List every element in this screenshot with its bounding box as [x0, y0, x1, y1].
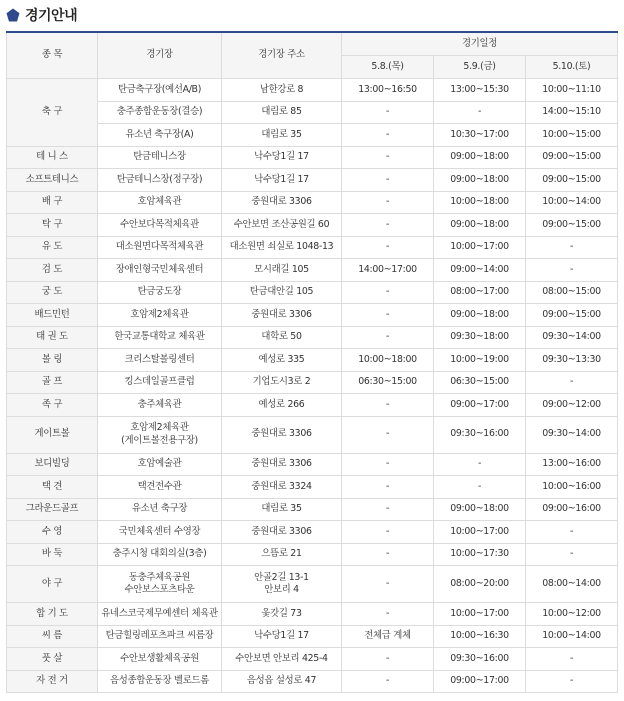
date-cell: -	[342, 453, 434, 476]
sport-cell: 골 프	[7, 371, 98, 394]
venue-cell: 탄금힐링레포츠파크 씨름장	[98, 625, 222, 648]
date-cell: 09:00~18:00	[434, 146, 526, 169]
sport-cell: 배드민턴	[7, 304, 98, 327]
date-cell: -	[342, 566, 434, 603]
date-cell: -	[342, 521, 434, 544]
sport-cell: 택 견	[7, 476, 98, 499]
address-cell: 중원대로 3324	[222, 476, 342, 499]
sport-cell: 궁 도	[7, 281, 98, 304]
date-cell: 10:00~16:00	[526, 476, 618, 499]
venue-cell: 수안보다목적체육관	[98, 214, 222, 237]
date-cell: 10:00~17:00	[434, 236, 526, 259]
date-cell: 13:00~15:30	[434, 79, 526, 102]
sport-cell: 수 영	[7, 521, 98, 544]
sport-cell: 그라운드골프	[7, 498, 98, 521]
date-cell: 08:00~14:00	[526, 566, 618, 603]
venue-cell	[98, 416, 222, 453]
date-cell: 10:00~19:00	[434, 349, 526, 372]
date-cell: -	[342, 543, 434, 566]
venue-cell: 탄금테니스장(정구장)	[98, 169, 222, 192]
table-row	[7, 476, 618, 499]
date-cell: -	[342, 304, 434, 327]
date-cell: -	[342, 326, 434, 349]
date-cell: 09:30~14:00	[526, 416, 618, 453]
sport-cell: 게이트볼	[7, 416, 98, 453]
header-date: 5.9.(금)	[434, 56, 526, 79]
date-cell: -	[434, 476, 526, 499]
table-row	[7, 169, 618, 192]
date-cell: -	[342, 281, 434, 304]
date-cell: 09:00~15:00	[526, 304, 618, 327]
date-cell: -	[342, 498, 434, 521]
date-cell: -	[434, 101, 526, 124]
date-cell: 09:00~14:00	[434, 259, 526, 282]
address-cell-line: 안골2길 13-1	[254, 571, 309, 583]
date-cell: 08:00~15:00	[526, 281, 618, 304]
address-cell: 대소원면 쇠실로 1048-13	[222, 236, 342, 259]
address-cell: 중원대로 3306	[222, 304, 342, 327]
venue-cell: 택견전수관	[98, 476, 222, 499]
venue-cell: 크리스탈볼링센터	[98, 349, 222, 372]
header-sport: 종 목	[7, 32, 98, 79]
venue-cell: 킹스데일골프클럽	[98, 371, 222, 394]
table-row	[7, 236, 618, 259]
date-cell: -	[434, 453, 526, 476]
date-cell: 08:00~20:00	[434, 566, 526, 603]
date-cell: 13:00~16:00	[526, 453, 618, 476]
sport-cell: 태 권 도	[7, 326, 98, 349]
date-cell: 08:00~17:00	[434, 281, 526, 304]
date-cell: -	[526, 371, 618, 394]
date-cell: 06:30~15:00	[342, 371, 434, 394]
table-row	[7, 326, 618, 349]
date-cell: -	[526, 236, 618, 259]
table-row	[7, 648, 618, 671]
header-date: 5.8.(목)	[342, 56, 434, 79]
table-row	[7, 146, 618, 169]
venue-cell: 유소년 축구장(A)	[98, 124, 222, 147]
date-cell: -	[342, 191, 434, 214]
date-cell: 09:30~16:00	[434, 416, 526, 453]
date-cell: 09:00~12:00	[526, 394, 618, 417]
sport-cell: 유 도	[7, 236, 98, 259]
address-cell: 대림로 35	[222, 498, 342, 521]
date-cell: 10:00~14:00	[526, 625, 618, 648]
date-cell: 09:30~13:30	[526, 349, 618, 372]
sport-cell: 볼 링	[7, 349, 98, 372]
sport-cell: 검 도	[7, 259, 98, 282]
sport-cell: 보디빌딩	[7, 453, 98, 476]
date-cell: 10:00~18:00	[342, 349, 434, 372]
date-cell: 13:00~16:50	[342, 79, 434, 102]
venue-cell	[98, 566, 222, 603]
date-cell: 14:00~17:00	[342, 259, 434, 282]
venue-cell: 한국교통대학교 체육관	[98, 326, 222, 349]
date-cell: -	[526, 543, 618, 566]
date-cell: 09:00~17:00	[434, 394, 526, 417]
table-row	[7, 259, 618, 282]
table-row	[7, 371, 618, 394]
address-cell: 중원대로 3306	[222, 521, 342, 544]
date-cell: 09:00~18:00	[434, 214, 526, 237]
address-cell: 낙수당1길 17	[222, 169, 342, 192]
sport-cell: 테 니 스	[7, 146, 98, 169]
venue-cell: 탄금테니스장	[98, 146, 222, 169]
date-cell: -	[342, 394, 434, 417]
address-cell: 대학로 50	[222, 326, 342, 349]
address-cell: 남한강로 8	[222, 79, 342, 102]
date-cell: 09:00~17:00	[434, 670, 526, 693]
table-row	[7, 498, 618, 521]
date-cell: 10:00~18:00	[434, 191, 526, 214]
header-venue: 경기장	[98, 32, 222, 79]
venue-cell: 호암체육관	[98, 191, 222, 214]
table-row	[7, 101, 618, 124]
date-cell: 전체급 계체	[342, 625, 434, 648]
address-cell: 대림로 35	[222, 124, 342, 147]
venue-cell: 호암예술관	[98, 453, 222, 476]
venue-cell: 충주시청 대회의실(3층)	[98, 543, 222, 566]
date-cell: 10:30~17:00	[434, 124, 526, 147]
date-cell: -	[342, 476, 434, 499]
header-date: 5.10.(토)	[526, 56, 618, 79]
date-cell: -	[342, 101, 434, 124]
sport-cell: 합 기 도	[7, 603, 98, 626]
date-cell: 10:00~17:00	[434, 521, 526, 544]
date-cell: 06:30~15:00	[434, 371, 526, 394]
date-cell: 09:30~18:00	[434, 326, 526, 349]
address-cell: 음성읍 설성로 47	[222, 670, 342, 693]
address-cell	[222, 566, 342, 603]
date-cell: 09:00~16:00	[526, 498, 618, 521]
address-cell: 수안보면 조산공원길 60	[222, 214, 342, 237]
schedule-table	[6, 31, 618, 693]
venue-cell-line: 동충주체육공원	[128, 571, 191, 583]
venue-cell: 유소년 축구장	[98, 498, 222, 521]
date-cell: 10:00~15:00	[526, 124, 618, 147]
date-cell: -	[342, 603, 434, 626]
date-cell: -	[342, 670, 434, 693]
date-cell: -	[526, 521, 618, 544]
pentagon-icon	[6, 8, 20, 22]
venue-cell-line: 호암제2체육관	[130, 422, 189, 433]
venue-cell: 탄금축구장(예선A/B)	[98, 79, 222, 102]
header-address: 경기장 주소	[222, 32, 342, 79]
venue-cell: 탄금궁도장	[98, 281, 222, 304]
venue-cell: 수안보생활체육공원	[98, 648, 222, 671]
sport-cell: 자 전 거	[7, 670, 98, 693]
page-title: 경기안내	[25, 8, 78, 24]
address-cell: 수안보면 안보리 425-4	[222, 648, 342, 671]
date-cell: 09:00~15:00	[526, 146, 618, 169]
date-cell: -	[342, 416, 434, 453]
address-cell: 예성로 335	[222, 349, 342, 372]
date-cell: -	[526, 648, 618, 671]
venue-cell: 음성종합운동장 벨로드롬	[98, 670, 222, 693]
table-row	[7, 603, 618, 626]
address-cell: 옻갓길 73	[222, 603, 342, 626]
date-cell: 09:00~18:00	[434, 498, 526, 521]
venue-cell: 호암제2체육관	[98, 304, 222, 327]
date-cell: -	[526, 670, 618, 693]
date-cell: -	[342, 214, 434, 237]
sport-cell: 씨 름	[7, 625, 98, 648]
date-cell: -	[342, 169, 434, 192]
date-cell: 09:00~18:00	[434, 304, 526, 327]
sport-cell: 풋 살	[7, 648, 98, 671]
venue-cell: 유네스코국제무예센터 체육관	[98, 603, 222, 626]
date-cell: 10:00~17:00	[434, 603, 526, 626]
table-row	[7, 191, 618, 214]
address-cell: 중원대로 3306	[222, 453, 342, 476]
date-cell: 14:00~15:10	[526, 101, 618, 124]
venue-cell: 장애인형국민체육센터	[98, 259, 222, 282]
venue-cell: 충주체육관	[98, 394, 222, 417]
date-cell: 10:00~14:00	[526, 191, 618, 214]
date-cell: -	[342, 146, 434, 169]
address-cell: 으뜸로 21	[222, 543, 342, 566]
date-cell: 10:00~12:00	[526, 603, 618, 626]
sport-cell: 족 구	[7, 394, 98, 417]
address-cell: 대림로 85	[222, 101, 342, 124]
address-cell: 중원대로 3306	[222, 191, 342, 214]
venue-cell: 국민체육센터 수영장	[98, 521, 222, 544]
address-cell: 모시래길 105	[222, 259, 342, 282]
date-cell: 09:30~14:00	[526, 326, 618, 349]
table-row	[7, 625, 618, 648]
table-row	[7, 416, 618, 453]
page-header	[6, 4, 77, 26]
address-cell: 기업도시3로 2	[222, 371, 342, 394]
sport-cell: 소프트테니스	[7, 169, 98, 192]
date-cell: 10:00~16:30	[434, 625, 526, 648]
table-row	[7, 521, 618, 544]
venue-cell: 충주종합운동장(결승)	[98, 101, 222, 124]
date-cell: 09:30~16:00	[434, 648, 526, 671]
address-cell: 예성로 266	[222, 394, 342, 417]
sport-cell: 바 둑	[7, 543, 98, 566]
venue-cell: 대소원면다목적체육관	[98, 236, 222, 259]
table-row	[7, 349, 618, 372]
date-cell: 10:00~11:10	[526, 79, 618, 102]
address-cell-line: 안보리 4	[264, 584, 299, 595]
date-cell: 09:00~15:00	[526, 169, 618, 192]
table-row	[7, 214, 618, 237]
table-row	[7, 543, 618, 566]
sport-cell: 배 구	[7, 191, 98, 214]
sport-cell: 야 구	[7, 566, 98, 603]
table-row	[7, 670, 618, 693]
date-cell: -	[526, 259, 618, 282]
date-cell: 09:00~15:00	[526, 214, 618, 237]
table-row	[7, 124, 618, 147]
date-cell: -	[342, 648, 434, 671]
date-cell: 09:00~18:00	[434, 169, 526, 192]
table-row	[7, 394, 618, 417]
date-cell: -	[342, 124, 434, 147]
table-row	[7, 304, 618, 327]
address-cell: 탄금대안길 105	[222, 281, 342, 304]
table-row	[7, 453, 618, 476]
address-cell: 중원대로 3306	[222, 416, 342, 453]
table-row	[7, 79, 618, 102]
address-cell: 낙수당1길 17	[222, 146, 342, 169]
table-row	[7, 281, 618, 304]
venue-cell-line: 수안보스포츠타운	[124, 584, 195, 595]
date-cell: -	[342, 236, 434, 259]
header-schedule: 경기일정	[342, 32, 618, 56]
table-body	[7, 79, 618, 693]
sport-cell: 탁 구	[7, 214, 98, 237]
venue-cell-line: (게이트볼전용구장)	[121, 434, 198, 446]
address-cell: 낙수당1길 17	[222, 625, 342, 648]
date-cell: 10:00~17:30	[434, 543, 526, 566]
sport-cell: 축 구	[7, 79, 98, 147]
table-row	[7, 566, 618, 603]
